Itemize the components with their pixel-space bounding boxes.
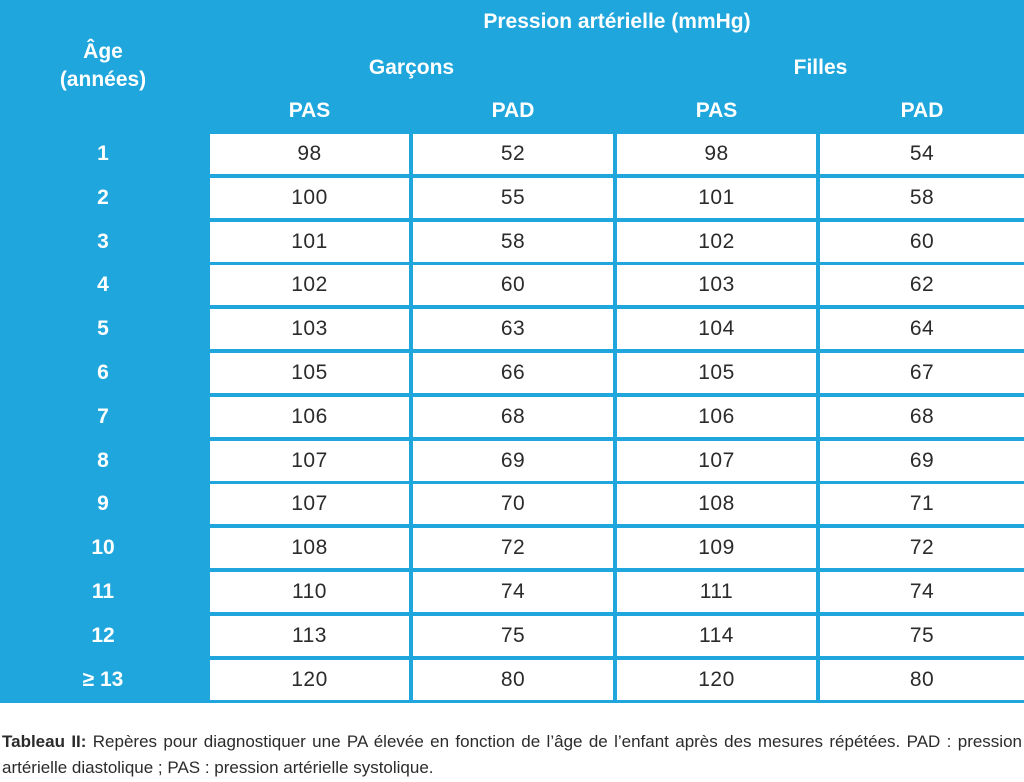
cell-boys-pas: 107 — [210, 441, 409, 481]
row-age: 10 — [0, 528, 206, 568]
row-age: 6 — [0, 353, 206, 393]
row-age: 11 — [0, 572, 206, 612]
table-caption — [2, 729, 1022, 781]
row-age: 9 — [0, 484, 206, 524]
cell-boys-pad: 55 — [413, 178, 613, 218]
row-age: 4 — [0, 265, 206, 305]
cell-boys-pas: 120 — [210, 660, 409, 700]
subheader-girls-pad: PAD — [820, 91, 1024, 131]
cell-girls-pas: 105 — [617, 353, 816, 393]
cell-boys-pad: 52 — [413, 134, 613, 174]
cell-girls-pas: 109 — [617, 528, 816, 568]
cell-girls-pad: 74 — [820, 572, 1024, 612]
cell-girls-pad: 60 — [820, 222, 1024, 262]
cell-boys-pas: 106 — [210, 397, 409, 437]
cell-boys-pad: 80 — [413, 660, 613, 700]
group-header-girls: Filles — [617, 47, 1024, 88]
cell-boys-pas: 110 — [210, 572, 409, 612]
cell-girls-pad: 80 — [820, 660, 1024, 700]
row-age: 3 — [0, 222, 206, 262]
cell-boys-pad: 66 — [413, 353, 613, 393]
cell-girls-pas: 107 — [617, 441, 816, 481]
cell-boys-pas: 102 — [210, 265, 409, 305]
age-header-line2: (années) — [59, 67, 147, 91]
cell-girls-pas: 108 — [617, 484, 816, 524]
cell-girls-pad: 75 — [820, 616, 1024, 656]
cell-boys-pas: 113 — [210, 616, 409, 656]
cell-boys-pad: 74 — [413, 572, 613, 612]
cell-boys-pas: 98 — [210, 134, 409, 174]
row-age: 7 — [0, 397, 206, 437]
cell-girls-pas: 114 — [617, 616, 816, 656]
cell-boys-pad: 68 — [413, 397, 613, 437]
pressure-header: Pression artérielle (mmHg) — [210, 0, 1024, 44]
cell-boys-pad: 60 — [413, 265, 613, 305]
row-age: 8 — [0, 441, 206, 481]
cell-girls-pad: 67 — [820, 353, 1024, 393]
cell-girls-pad: 71 — [820, 484, 1024, 524]
cell-boys-pad: 72 — [413, 528, 613, 568]
cell-boys-pad: 58 — [413, 222, 613, 262]
cell-girls-pas: 101 — [617, 178, 816, 218]
cell-girls-pad: 54 — [820, 134, 1024, 174]
cell-boys-pad: 63 — [413, 309, 613, 349]
cell-boys-pas: 105 — [210, 353, 409, 393]
caption-text: Repères pour diagnostiquer une PA élevée en fonction de l’âge de l’enfant après des mesures répétées. PAD : pression artérielle diastolique ; PAS : pression artérielle systolique. — [2, 732, 1022, 777]
row-age: 12 — [0, 616, 206, 656]
cell-boys-pas: 108 — [210, 528, 409, 568]
cell-girls-pas: 103 — [617, 265, 816, 305]
cell-girls-pad: 68 — [820, 397, 1024, 437]
subheader-boys-pas: PAS — [210, 91, 409, 131]
cell-girls-pas: 102 — [617, 222, 816, 262]
cell-boys-pad: 70 — [413, 484, 613, 524]
row-age: 1 — [0, 134, 206, 174]
cell-girls-pas: 104 — [617, 309, 816, 349]
cell-boys-pas: 103 — [210, 309, 409, 349]
cell-girls-pad: 64 — [820, 309, 1024, 349]
cell-boys-pad: 69 — [413, 441, 613, 481]
cell-girls-pas: 98 — [617, 134, 816, 174]
row-age: ≥ 13 — [0, 660, 206, 700]
cell-boys-pas: 100 — [210, 178, 409, 218]
cell-girls-pad: 72 — [820, 528, 1024, 568]
age-column-header — [0, 0, 206, 131]
cell-boys-pas: 107 — [210, 484, 409, 524]
row-age: 5 — [0, 309, 206, 349]
caption-label: Tableau II: — [2, 732, 87, 751]
group-header-boys: Garçons — [210, 47, 613, 88]
cell-boys-pas: 101 — [210, 222, 409, 262]
subheader-boys-pad: PAD — [413, 91, 613, 131]
cell-girls-pas: 111 — [617, 572, 816, 612]
cell-boys-pad: 75 — [413, 616, 613, 656]
cell-girls-pad: 69 — [820, 441, 1024, 481]
age-header-line1: Âge — [83, 39, 123, 63]
cell-girls-pas: 120 — [617, 660, 816, 700]
cell-girls-pad: 58 — [820, 178, 1024, 218]
cell-girls-pad: 62 — [820, 265, 1024, 305]
cell-girls-pas: 106 — [617, 397, 816, 437]
row-age: 2 — [0, 178, 206, 218]
subheader-girls-pas: PAS — [617, 91, 816, 131]
